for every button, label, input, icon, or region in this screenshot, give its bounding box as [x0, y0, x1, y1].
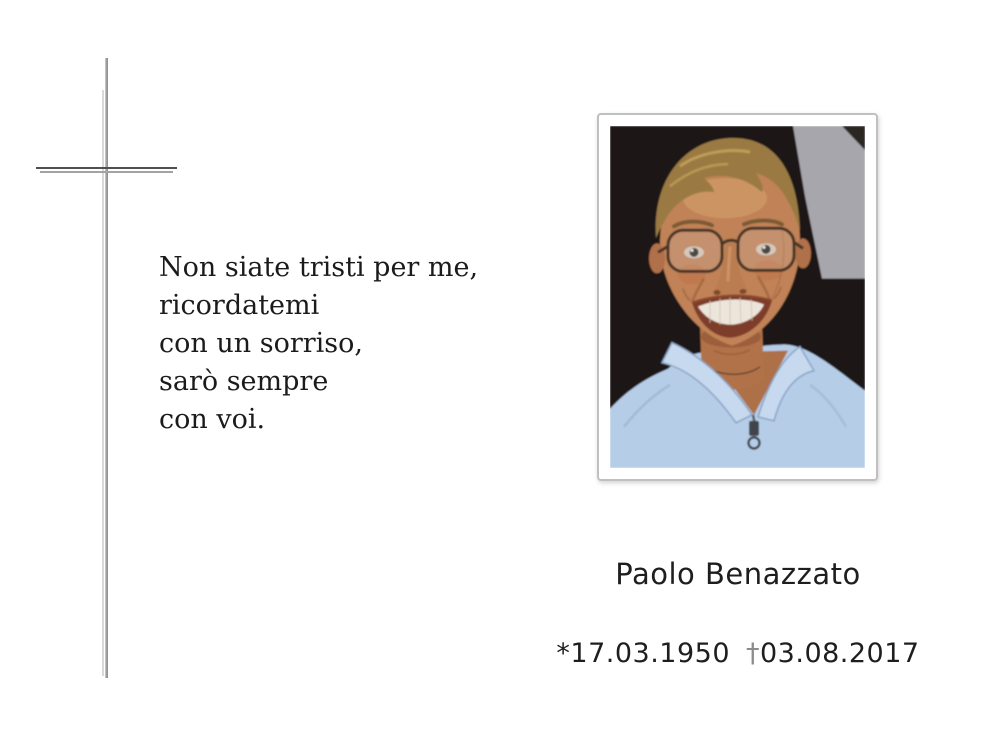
death-cross-symbol: †: [746, 638, 760, 669]
life-dates: [545, 638, 931, 669]
birth-date: *17.03.1950: [556, 638, 730, 669]
cross-horizontal-line: [36, 167, 177, 169]
cross-vertical-shadow: [102, 90, 104, 676]
verse-line: ricordatemi: [159, 290, 320, 321]
cross-horizontal-shadow: [40, 171, 173, 173]
photo-frame: [597, 113, 878, 481]
deceased-name: Paolo Benazzato: [615, 557, 861, 591]
verse-line: con un sorriso,: [159, 328, 363, 359]
verse-line: Non siate tristi per me,: [159, 252, 479, 283]
verse-line: sarò sempre: [159, 366, 329, 397]
portrait-photo: [610, 126, 865, 468]
verse-line: con voi.: [159, 404, 266, 435]
death-date: 03.08.2017: [760, 638, 920, 669]
memorial-verse: [159, 249, 478, 439]
cross-vertical-line: [105, 58, 108, 678]
